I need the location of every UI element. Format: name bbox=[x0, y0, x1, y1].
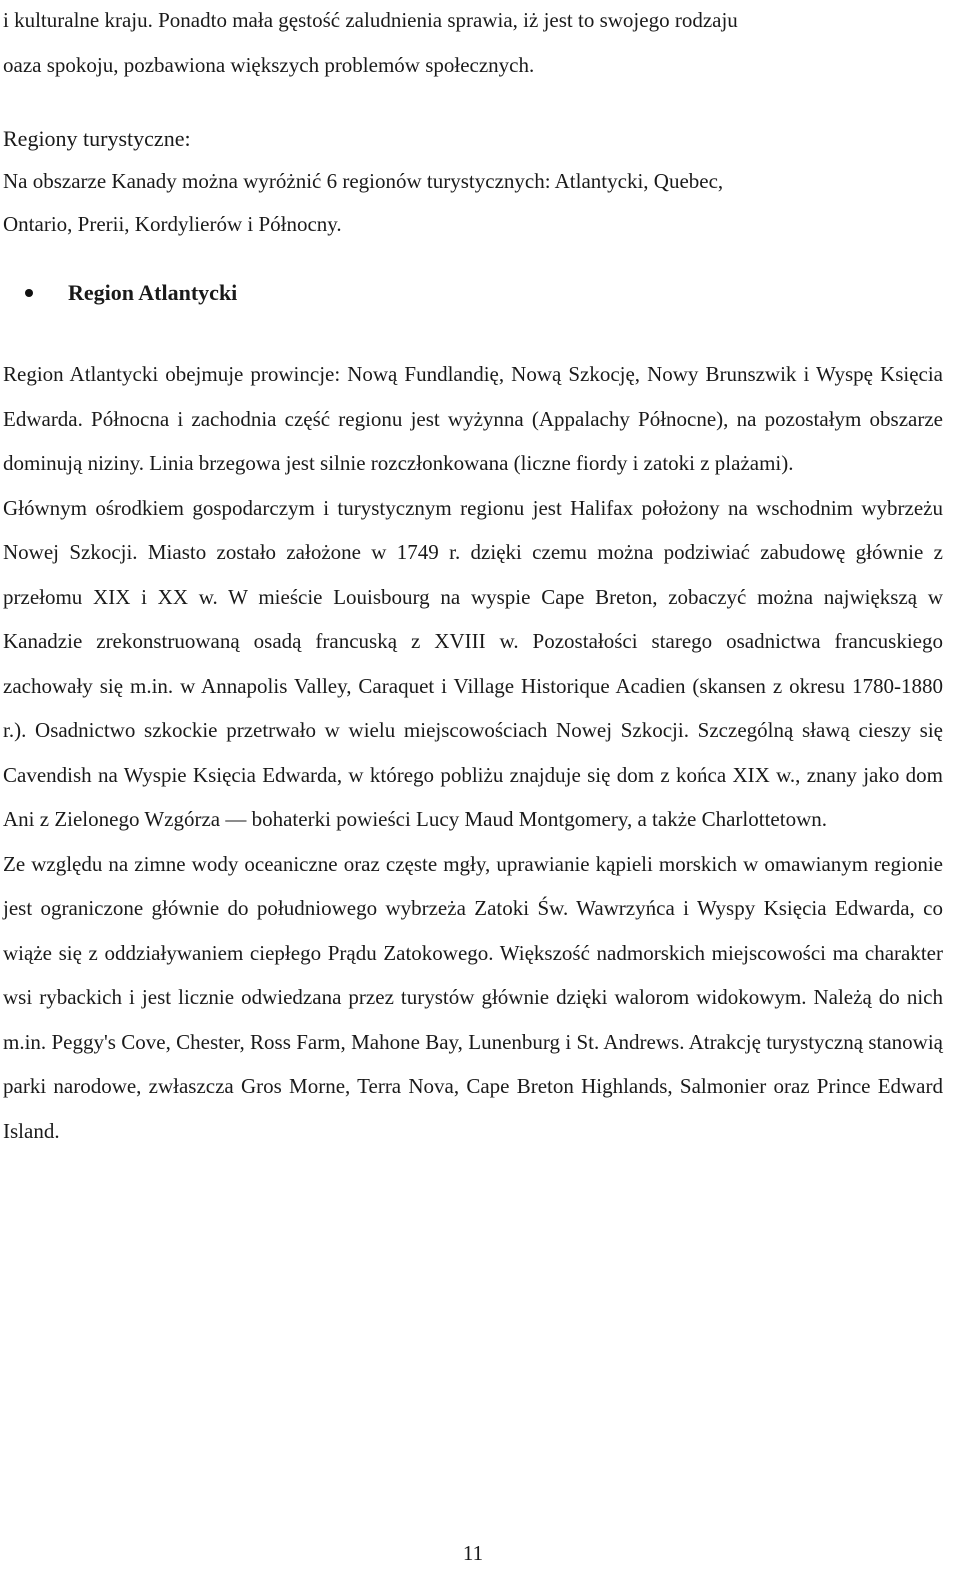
intro-line-1: i kulturalne kraju. Ponadto mała gęstość zaludnienia sprawia, iż jest to swojego rodzaju bbox=[3, 8, 738, 32]
document-page bbox=[3, 0, 943, 1153]
section-bullet-heading bbox=[3, 278, 943, 308]
regions-line-1: Na obszarze Kanady można wyróżnić 6 regionów turystycznych: Atlantycki, Quebec, bbox=[3, 169, 724, 193]
section-title: Region Atlantycki bbox=[68, 280, 238, 305]
regions-heading: Regiony turystyczne: bbox=[3, 126, 191, 151]
regions-line-2: Ontario, Prerii, Kordylierów i Północny. bbox=[3, 212, 342, 236]
section-paragraph-2: Głównym ośrodkiem gospodarczym i turystycznym regionu jest Halifax położony na wschodnim wybrzeżu Nowej Szkocji. Miasto zostało założone w 1749 r. dzięki czemu można podziwiać zabudowę głównie z przełomu XIX i XX w. W mieście Louisbourg na wyspie Cape Breton, zobaczyć można największą w Kanadzie zrekonstruowaną osadą francuską z XVIII w. Pozostałości starego osadnictwa francuskiego zachowały się m.in. w Annapolis Valley, Caraquet i Village Historique Acadien (skansen z okresu 1780-1880 r.). Osadnictwo szkockie przetrwało w wielu miejscowościach Nowej Szkocji. Szczególną sławą cieszy się Cavendish na Wyspie Księcia Edwarda, w którego pobliżu znajduje się dom z końca XIX w., znany jako dom Ani z Zielonego Wzgórza — bohaterki powieści Lucy Maud Montgomery, a także Charlottetown. bbox=[3, 495, 943, 831]
section-paragraph-1: Region Atlantycki obejmuje prowincje: Nową Fundlandię, Nową Szkocję, Nowy Brunszwik i Wyspę Księcia Edwarda. Północna i zachodnia część regionu jest wyżynna (Appalachy Północne), na pozostałym obszarze dominują niziny. Linia brzegowa jest silnie rozczłonkowana (liczne fiordy i zatoki z plażami). bbox=[3, 362, 943, 475]
bullet-icon bbox=[25, 289, 33, 297]
intro-line-2: oaza spokoju, pozbawiona większych problemów społecznych. bbox=[3, 52, 535, 77]
page-number: 11 bbox=[462, 1541, 484, 1565]
section-paragraph-3: Ze względu na zimne wody oceaniczne oraz częste mgły, uprawianie kąpieli morskich w omawianym regionie jest ograniczone głównie do południowego wybrzeża Zatoki Św. Wawrzyńca i Wyspy Księcia Edwarda, co wiąże się z oddziaływaniem ciepłego Prądu Zatokowego. Większość nadmorskich miejscowości ma charakter wsi rybackich i jest licznie odwiedzana przez turystów głównie dzięki walorom widokowym. Należą do nich m.in. Peggy's Cove, Chester, Ross Farm, Mahone Bay, Lunenburg i St. Andrews. Atrakcję turystyczną stanowią parki narodowe, zwłaszcza Gros Morne, Terra Nova, Cape Breton Highlands, Salmonier oraz Prince Edward Island. bbox=[3, 851, 943, 1143]
